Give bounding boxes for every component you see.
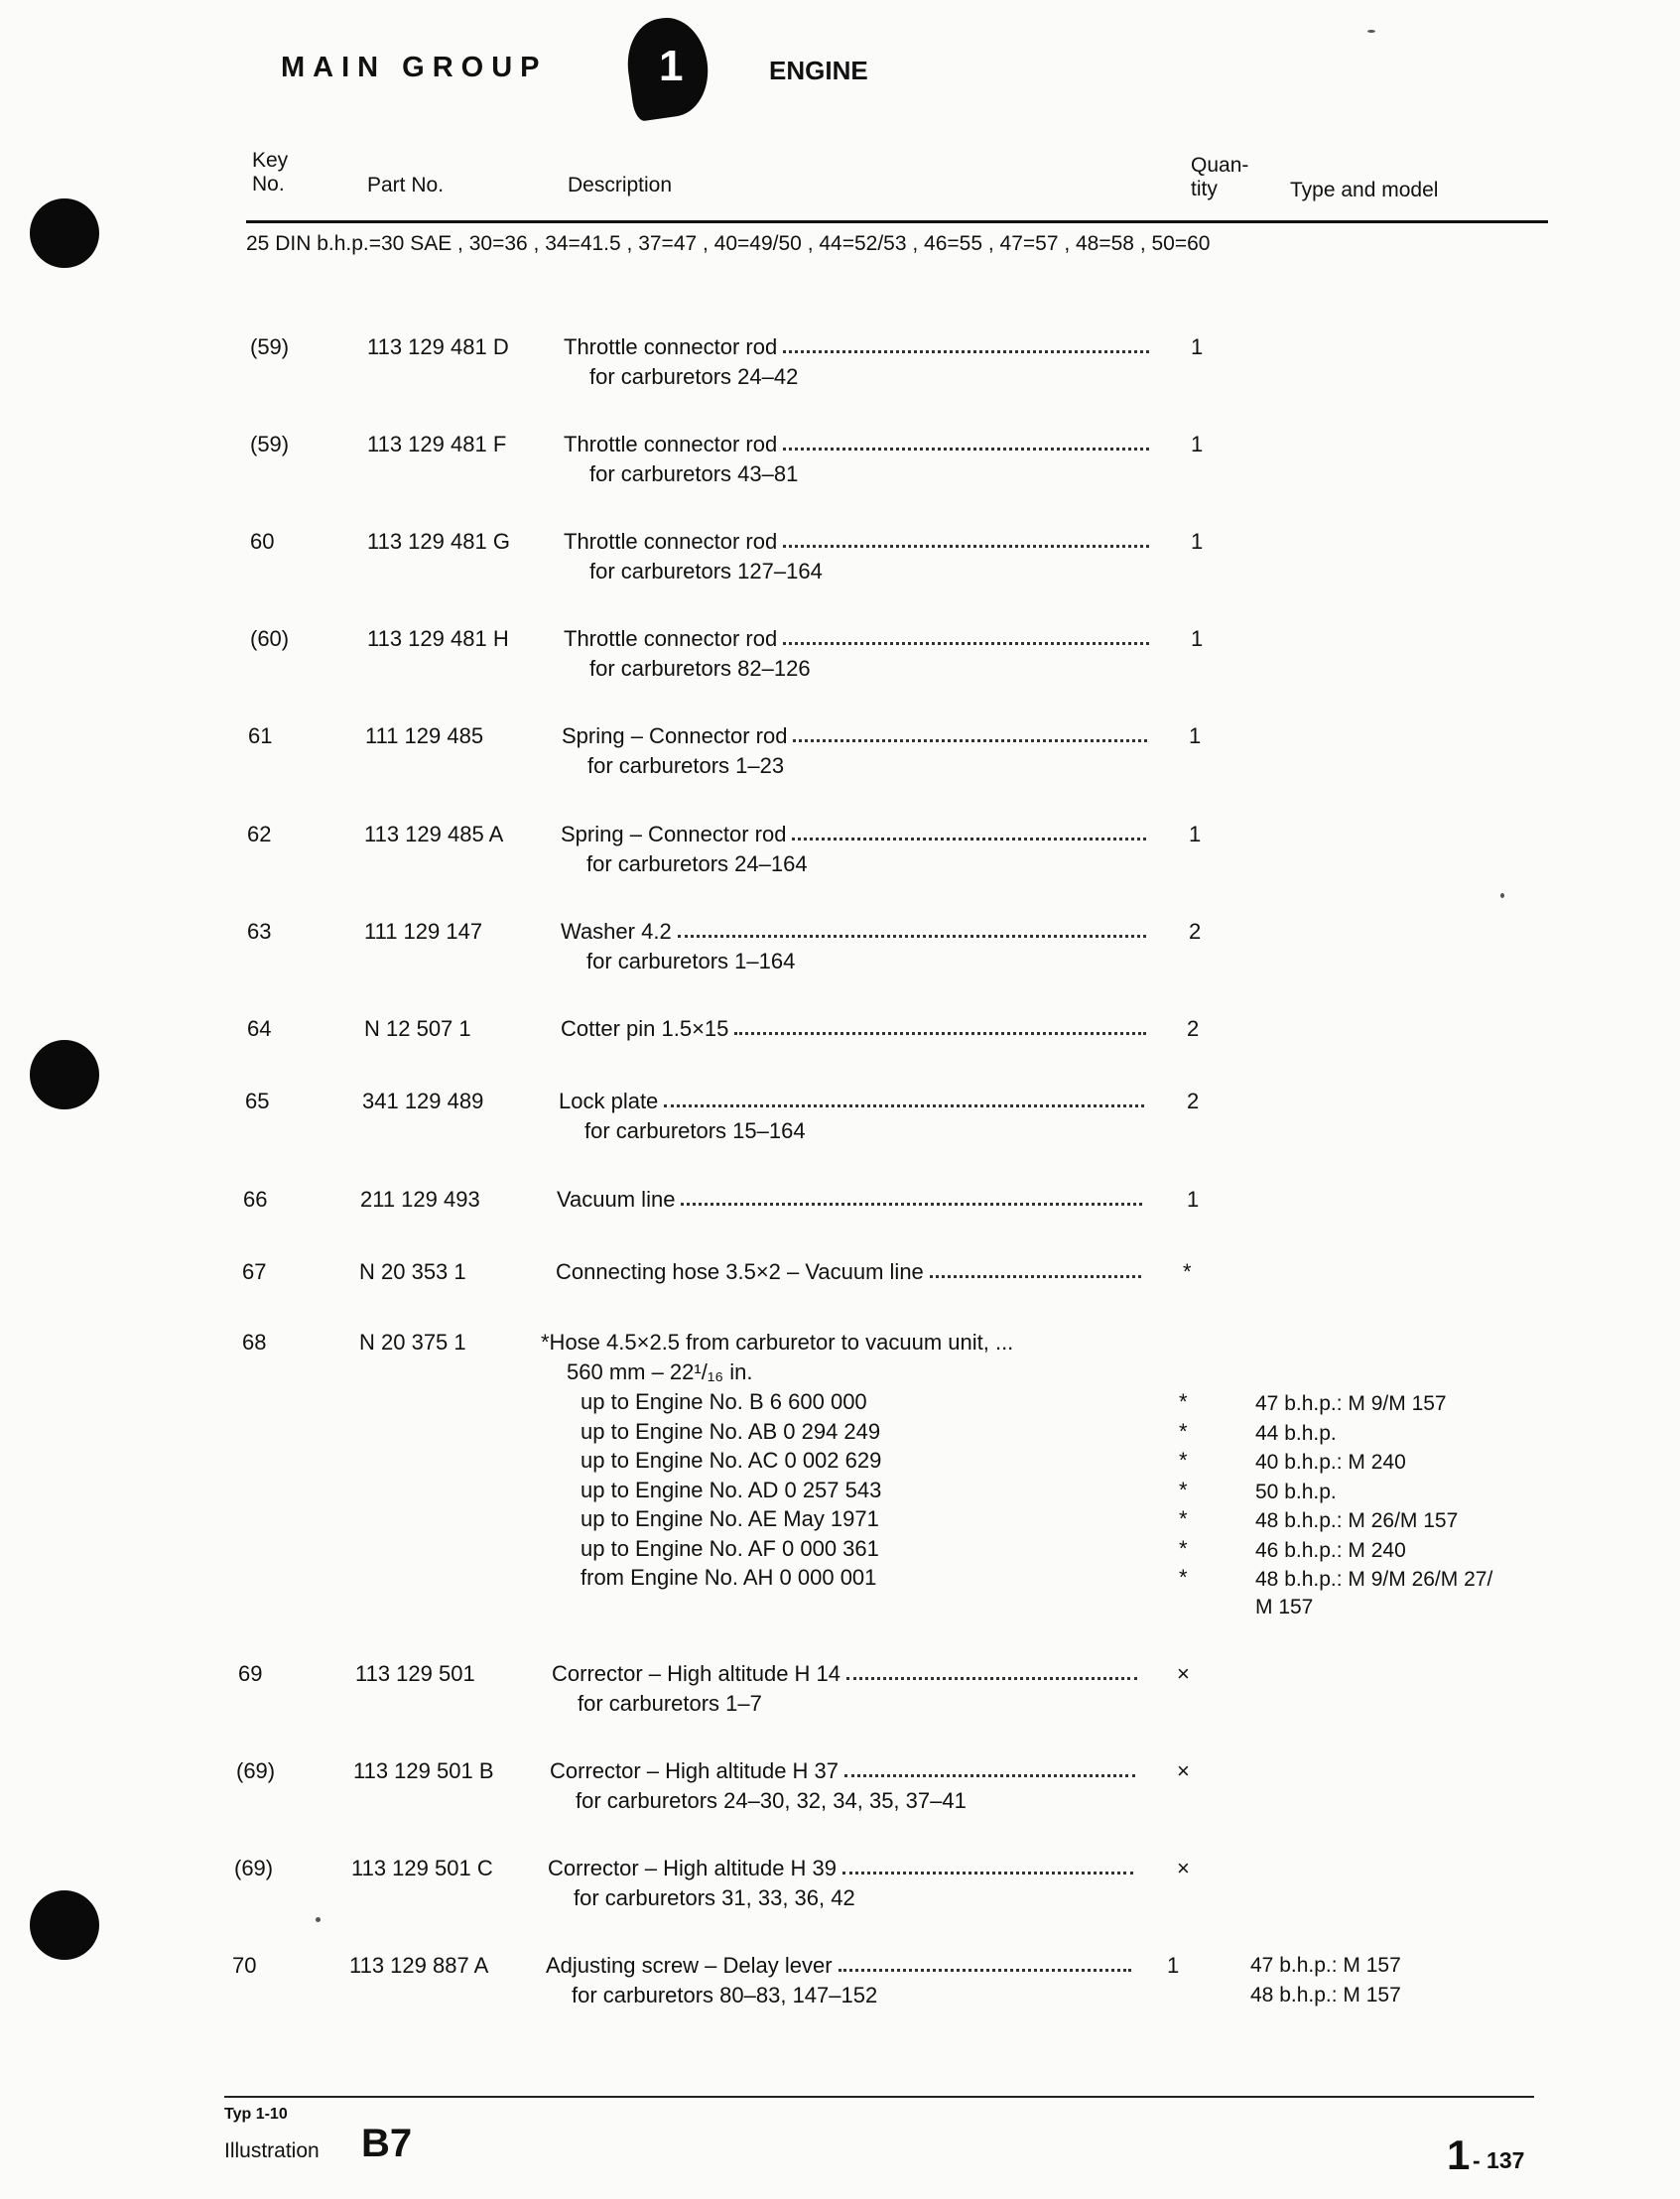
description-line — [564, 430, 1149, 459]
description — [561, 917, 1146, 976]
part-number: 113 129 501 C — [351, 1856, 493, 1880]
type-model: 48 b.h.p.: M 9/M 26/M 27/ — [1255, 1568, 1493, 1591]
part-number: 113 129 481 F — [367, 432, 507, 456]
col-type-model: Type and model — [1290, 179, 1439, 201]
description-line — [552, 1659, 1137, 1689]
quantity: * — [1183, 1259, 1192, 1284]
key-number: 64 — [247, 1016, 272, 1041]
key-number: 69 — [238, 1661, 263, 1686]
punch-hole-top — [30, 198, 99, 268]
quantity: * — [1179, 1535, 1188, 1561]
quantity: * — [1179, 1389, 1188, 1414]
type-model: 44 b.h.p. — [1255, 1421, 1337, 1445]
description — [556, 1257, 1141, 1287]
description-line — [564, 527, 1149, 557]
punch-hole-bottom — [30, 1890, 99, 1960]
description-text: Vacuum line — [557, 1187, 676, 1212]
col-key-no: Key No. — [252, 149, 289, 195]
leader-dots — [846, 1659, 1137, 1680]
hp-conversion-line: 25 DIN b.h.p.=30 SAE , 30=36 , 34=41.5 , 37=47 , 40=49/50 , 44=52/53 , 46=55 , 47=57 , 48=58 , 50=60 — [246, 232, 1211, 255]
key-number: 63 — [247, 919, 272, 944]
description-line — [556, 1257, 1141, 1287]
quantity: * — [1179, 1418, 1188, 1444]
illustration-code: B7 — [361, 2122, 413, 2165]
quantity: × — [1177, 1661, 1190, 1686]
leader-dots — [664, 1087, 1144, 1107]
part-number: 341 129 489 — [362, 1089, 484, 1113]
description — [548, 1854, 1133, 1913]
description-line — [559, 1087, 1144, 1116]
key-number: 66 — [243, 1187, 268, 1212]
description-sub: for carburetors 24–42 — [589, 364, 799, 389]
description — [562, 721, 1147, 781]
description — [552, 1659, 1137, 1719]
leader-dots — [930, 1257, 1141, 1278]
part-number: 113 129 887 A — [349, 1953, 489, 1978]
part-number: N 20 375 1 — [359, 1330, 466, 1355]
type-label: Typ 1-10 — [224, 2106, 288, 2123]
description-sub: for carburetors 82–126 — [589, 656, 811, 681]
key-number: (60) — [250, 626, 290, 651]
leader-dots — [842, 1854, 1133, 1875]
description-line — [562, 721, 1147, 751]
key-number: (69) — [236, 1758, 276, 1783]
key-number: 62 — [247, 822, 272, 846]
scan-speck — [1500, 893, 1504, 898]
quantity: 1 — [1191, 529, 1204, 554]
leader-dots — [734, 1014, 1146, 1035]
description — [541, 1328, 1136, 1387]
key-number: 65 — [245, 1089, 270, 1113]
description-text: Washer 4.2 — [561, 919, 672, 944]
description-line — [557, 1185, 1142, 1215]
key-number: 60 — [250, 529, 275, 554]
quantity: 1 — [1167, 1953, 1180, 1978]
description — [561, 1014, 1146, 1044]
description-line — [564, 332, 1149, 362]
scan-speck — [1367, 30, 1375, 33]
engine-range: up to Engine No. AD 0 257 543 — [581, 1477, 882, 1502]
part-number: 113 129 481 G — [367, 529, 510, 554]
type-model: 40 b.h.p.: M 240 — [1255, 1451, 1406, 1474]
part-number: N 20 353 1 — [359, 1259, 466, 1284]
description-text: Connecting hose 3.5×2 – Vacuum line — [556, 1259, 924, 1284]
scan-speck — [316, 1917, 321, 1922]
leader-dots — [783, 332, 1149, 353]
description-sub: for carburetors 1–7 — [578, 1691, 762, 1716]
description-sub: for carburetors 1–164 — [586, 949, 796, 973]
description — [564, 624, 1149, 684]
quantity: 1 — [1191, 432, 1204, 456]
quantity: × — [1177, 1856, 1190, 1880]
key-number: (69) — [234, 1856, 274, 1880]
quantity: 1 — [1191, 334, 1204, 359]
description-sub: for carburetors 31, 33, 36, 42 — [574, 1885, 855, 1910]
description-text: Throttle connector rod — [564, 529, 778, 554]
type-model: 46 b.h.p.: M 240 — [1255, 1538, 1406, 1562]
engine-range: up to Engine No. AB 0 294 249 — [581, 1418, 881, 1444]
description-line — [561, 820, 1146, 849]
description-sub: for carburetors 43–81 — [589, 461, 799, 486]
description — [550, 1756, 1135, 1816]
leader-dots — [783, 624, 1149, 645]
description-text: Corrector – High altitude H 37 — [550, 1758, 840, 1783]
key-number: 67 — [242, 1259, 267, 1284]
illustration-label: Illustration — [224, 2139, 320, 2162]
engine-range: from Engine No. AH 0 000 001 — [581, 1565, 877, 1590]
leader-dots — [681, 1185, 1142, 1206]
part-number: 211 129 493 — [360, 1187, 480, 1212]
description — [564, 430, 1149, 489]
part-number: 113 129 481 D — [367, 334, 509, 359]
description-text: Throttle connector rod — [564, 432, 778, 456]
key-number: 70 — [232, 1953, 257, 1978]
description-text: Corrector – High altitude H 39 — [548, 1856, 838, 1880]
description-text: Lock plate — [559, 1089, 659, 1113]
description-sub: for carburetors 80–83, 147–152 — [572, 1983, 878, 2007]
key-number: (59) — [250, 432, 290, 456]
page-number-major: 1 — [1447, 2132, 1471, 2178]
header-rule — [246, 220, 1548, 223]
description — [559, 1087, 1144, 1146]
group-number: 1 — [659, 42, 684, 90]
description-sub: for carburetors 24–164 — [586, 851, 808, 876]
quantity: * — [1179, 1448, 1188, 1473]
part-number: 111 129 147 — [364, 919, 483, 944]
type-model: 47 b.h.p.: M 9/M 157 — [1255, 1392, 1447, 1415]
leader-dots — [839, 1951, 1131, 1972]
part-number: N 12 507 1 — [364, 1016, 471, 1041]
engine-range: up to Engine No. B 6 600 000 — [581, 1389, 867, 1414]
description-sub: 560 mm – 22¹/₁₆ in. — [567, 1359, 753, 1384]
leader-dots — [792, 820, 1146, 841]
main-group-title: MAIN GROUP — [281, 52, 548, 83]
part-number: 113 129 501 B — [353, 1758, 494, 1783]
description-sub: for carburetors 127–164 — [589, 559, 823, 583]
leader-dots — [844, 1756, 1135, 1777]
col-description: Description — [568, 174, 673, 196]
quantity: 1 — [1191, 626, 1204, 651]
section-title: ENGINE — [769, 56, 868, 85]
punch-hole-middle — [30, 1040, 99, 1109]
description-text: Spring – Connector rod — [561, 822, 787, 846]
description — [564, 527, 1149, 586]
quantity: * — [1179, 1506, 1188, 1531]
description-sub: for carburetors 15–164 — [584, 1118, 806, 1143]
part-number: 111 129 485 — [365, 723, 484, 748]
description-sub: for carburetors 24–30, 32, 34, 35, 37–41 — [576, 1788, 967, 1813]
page-number-minor: - 137 — [1473, 2147, 1525, 2173]
type-model: 48 b.h.p.: M 157 — [1250, 1984, 1401, 2006]
description-line — [546, 1951, 1131, 1981]
part-number: 113 129 501 — [355, 1661, 475, 1686]
quantity: 2 — [1187, 1089, 1200, 1113]
description-line — [561, 1014, 1146, 1044]
col-part-no: Part No. — [367, 174, 445, 196]
type-model: M 157 — [1255, 1595, 1314, 1618]
quantity: * — [1179, 1565, 1188, 1590]
type-model: 50 b.h.p. — [1255, 1480, 1337, 1503]
description-text: Throttle connector rod — [564, 626, 778, 651]
part-number: 113 129 481 H — [367, 626, 509, 651]
description-line — [564, 624, 1149, 654]
quantity: 2 — [1189, 919, 1202, 944]
col-quantity: Quan- tity — [1191, 154, 1249, 200]
leader-dots — [678, 917, 1146, 938]
engine-range: up to Engine No. AC 0 002 629 — [581, 1448, 882, 1473]
key-number: 68 — [242, 1330, 267, 1355]
leader-dots — [783, 527, 1149, 548]
part-number: 113 129 485 A — [364, 822, 504, 846]
description — [546, 1951, 1131, 2010]
quantity: 1 — [1189, 822, 1202, 846]
description-line — [550, 1756, 1135, 1786]
quantity: 2 — [1187, 1016, 1200, 1041]
description-text: *Hose 4.5×2.5 from carburetor to vacuum unit, ... — [541, 1330, 1014, 1355]
key-number: (59) — [250, 334, 290, 359]
description-sub: for carburetors 1–23 — [587, 753, 785, 778]
quantity: 1 — [1189, 723, 1202, 748]
description-text: Adjusting screw – Delay lever — [546, 1953, 833, 1978]
description-line — [548, 1854, 1133, 1883]
engine-range: up to Engine No. AE May 1971 — [581, 1506, 879, 1531]
description — [557, 1185, 1142, 1215]
description-text: Cotter pin 1.5×15 — [561, 1016, 729, 1041]
type-model: 47 b.h.p.: M 157 — [1250, 1954, 1401, 1977]
type-model: 48 b.h.p.: M 26/M 157 — [1255, 1509, 1459, 1532]
quantity: * — [1179, 1477, 1188, 1502]
footer-rule — [224, 2096, 1534, 2098]
leader-dots — [783, 430, 1149, 451]
description-text: Throttle connector rod — [564, 334, 778, 359]
description — [561, 820, 1146, 879]
description-text: Spring – Connector rod — [562, 723, 788, 748]
description-line — [561, 917, 1146, 947]
leader-dots — [793, 721, 1147, 742]
quantity: 1 — [1187, 1187, 1200, 1212]
description-text: Corrector – High altitude H 14 — [552, 1661, 841, 1686]
engine-range: up to Engine No. AF 0 000 361 — [581, 1535, 879, 1561]
key-number: 61 — [248, 723, 273, 748]
description — [564, 332, 1149, 392]
quantity: × — [1177, 1758, 1190, 1783]
